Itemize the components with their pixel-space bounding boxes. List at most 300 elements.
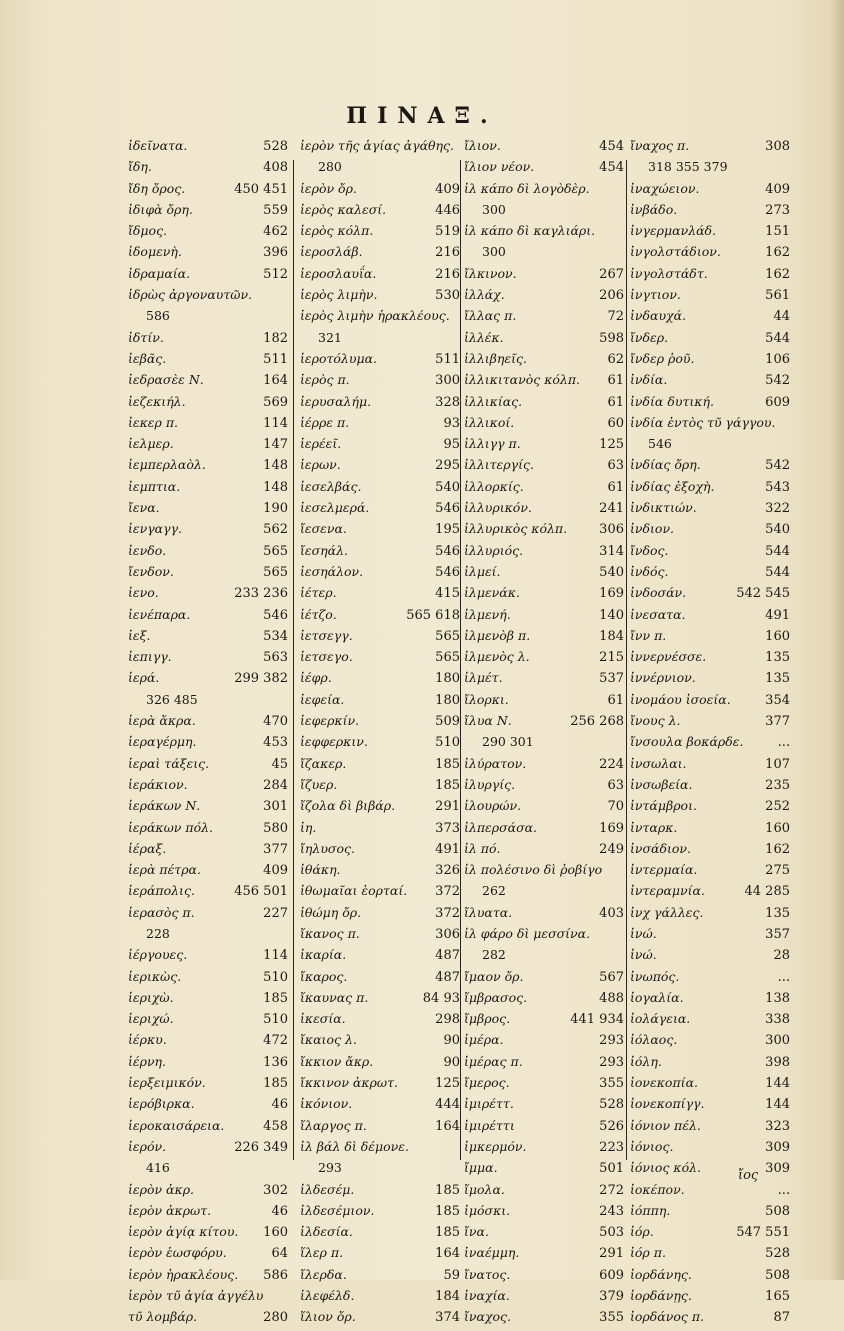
entry-page-number: 184 (599, 628, 624, 644)
entry-page-number: 185 (435, 777, 460, 793)
entry-term: ἱερὸς καλεσί. (300, 201, 387, 217)
entry-term: ἰεσελβάς. (300, 478, 362, 494)
entry-page-number: 454 (599, 139, 624, 154)
entry-page-number: 328 (435, 394, 460, 410)
entry-term: ἰλλιγγ π. (464, 436, 521, 452)
entry-term: ἰλμέτ. (464, 670, 503, 686)
index-entry (630, 756, 790, 777)
entry-term: ἰορδάνος π. (630, 1309, 705, 1325)
index-entry (300, 1245, 460, 1266)
entry-term: ἰλμεί. (464, 563, 501, 579)
entry-page-number: 45 (271, 756, 288, 772)
entry-term: ἴλυα Ν. (464, 713, 512, 729)
entry-term: ἰλυργίς. (464, 776, 516, 792)
entry-term: ἱερων. (300, 457, 341, 473)
entry-page-number: 598 (599, 330, 624, 346)
entry-page-number: 510 (263, 1012, 288, 1028)
entry-term: 416 (146, 1160, 170, 1176)
index-entry (464, 500, 624, 521)
entry-term: ἰελμερ. (128, 436, 174, 452)
index-entry (128, 607, 288, 628)
entry-page-number: 256 268 (570, 714, 624, 730)
entry-page-number: 453 (263, 735, 288, 751)
entry-page-number: 609 (599, 1267, 624, 1283)
entry-page-number: 60 (607, 415, 624, 431)
entry-term: ἰόνιος. (630, 1138, 674, 1154)
entry-term: ἰλ κάπο δὶ λογὸδὲρ. (464, 180, 590, 196)
index-entry (464, 947, 624, 968)
entry-page-number: 235 (765, 777, 790, 793)
index-entry (300, 479, 460, 500)
entry-term: ἰεσηάλον. (300, 563, 364, 579)
entry-term: ἰλ πολέσινο δὶ ῥοβίγο (464, 862, 603, 878)
index-entry (464, 692, 624, 713)
entry-page-number: 565 (435, 650, 460, 666)
entry-page-number: 508 (765, 1267, 790, 1283)
index-entry (128, 457, 288, 478)
index-column-4 (630, 138, 790, 1331)
entry-page-number: 510 (263, 969, 288, 985)
index-entry (300, 1011, 460, 1032)
entry-term: ἴλιον ὄρ. (300, 1309, 356, 1325)
entry-page-number: 185 (435, 1203, 460, 1219)
entry-term: ἰολάγεια. (630, 1011, 691, 1027)
entry-term: ἰεφεία. (300, 691, 345, 707)
index-entry (464, 1288, 624, 1309)
entry-page-number: 291 (599, 1246, 624, 1262)
entry-term: ἰλλυριός. (464, 542, 524, 558)
entry-page-number: 165 (765, 1289, 790, 1305)
index-entry (300, 351, 460, 372)
entry-term: ἰκεσία. (300, 1011, 346, 1027)
entry-term: ἱμέρα. (464, 1032, 504, 1048)
entry-page-number: 46 (271, 1203, 288, 1219)
index-entry (300, 1288, 460, 1309)
entry-page-number: 90 (443, 1054, 460, 1070)
entry-page-number: 61 (607, 692, 624, 708)
entry-term: ἰνγολστάδιον. (630, 244, 721, 260)
index-entry (128, 1309, 288, 1330)
entry-term: ἰντεραμνία. (630, 883, 705, 899)
index-entry (128, 244, 288, 265)
column-rule-1 (293, 160, 294, 1160)
index-entry (464, 181, 624, 202)
entry-term: ἰλλέκ. (464, 329, 504, 345)
index-entry (300, 649, 460, 670)
entry-term: ἱέργουες. (128, 947, 188, 963)
index-entry (128, 1160, 288, 1181)
index-entry (300, 1054, 460, 1075)
entry-term: ἰλλιτεργίς. (464, 457, 534, 473)
index-entry (630, 1075, 790, 1096)
index-entry (630, 1118, 790, 1139)
entry-term: ἴκανος π. (300, 925, 360, 941)
entry-term: ἴλκινον. (464, 265, 517, 281)
index-entry (630, 713, 790, 734)
entry-page-number: 59 (443, 1267, 460, 1283)
entry-term: ἱεροσλάβ. (300, 244, 363, 260)
entry-page-number: 528 (263, 139, 288, 154)
index-entry (300, 1182, 460, 1203)
entry-term: ἰνδός. (630, 563, 669, 579)
index-entry (464, 351, 624, 372)
index-entry (128, 756, 288, 777)
entry-page-number: 114 (263, 415, 288, 431)
entry-page-number: 125 (435, 1076, 460, 1092)
index-entry (464, 841, 624, 862)
entry-page-number: 95 (443, 437, 460, 453)
entry-term: ἰκαρία. (300, 947, 347, 963)
index-entry (128, 713, 288, 734)
entry-term: ἴζολα δὶ βιβάρ. (300, 798, 396, 814)
index-entry (464, 479, 624, 500)
entry-page-number: 233 236 (234, 586, 288, 602)
entry-page-number: 542 545 (736, 586, 790, 602)
index-entry (464, 138, 624, 159)
index-entry (630, 436, 790, 457)
entry-page-number: 185 (435, 1225, 460, 1241)
entry-term: ἱερὸν ἀγίᾳ κίτου. (128, 1224, 239, 1240)
entry-term: 293 (318, 1160, 342, 1176)
index-entry (300, 1160, 460, 1181)
index-entry (464, 905, 624, 926)
entry-term: ἰδραμαία. (128, 265, 191, 281)
entry-term: ἱερὸν ἑωσφόρυ. (128, 1245, 227, 1261)
index-entry (630, 351, 790, 372)
entry-page-number: 147 (263, 437, 288, 453)
index-entry (464, 990, 624, 1011)
entry-term: ἴνδερ ῥοῦ. (630, 350, 695, 366)
entry-term: ἱεροτόλυμα. (300, 350, 377, 366)
entry-term: ἰεφερκίν. (300, 713, 360, 729)
entry-term: ἰλ πό. (464, 840, 501, 856)
entry-term: ἱερὸς λιμὴν. (300, 287, 378, 303)
entry-term: τῦ λομβάρ. (128, 1309, 198, 1325)
entry-term: ἱεριχὼ. (128, 989, 174, 1005)
index-entry (464, 330, 624, 351)
entry-term: ἱερὸν ἡρακλέους. (128, 1266, 239, 1282)
entry-page-number: 565 (263, 564, 288, 580)
entry-term: ἴεσηάλ. (300, 542, 348, 558)
entry-term: ἴκαρος. (300, 968, 348, 984)
entry-term: ἰεπιγγ. (128, 649, 172, 665)
index-entry (300, 287, 460, 308)
index-entry (630, 777, 790, 798)
index-column-1 (128, 138, 288, 1331)
entry-term: 326 485 (146, 691, 198, 707)
index-entry (300, 415, 460, 436)
entry-page-number: 44 (773, 309, 790, 325)
entry-page-number: 491 (765, 607, 790, 623)
entry-term: ἱέραξ. (128, 840, 167, 856)
entry-page-number: 487 (435, 948, 460, 964)
index-entry (128, 1011, 288, 1032)
entry-page-number: 63 (607, 777, 624, 793)
entry-page-number: 372 (435, 905, 460, 921)
index-entry (630, 564, 790, 585)
entry-term: 546 (648, 436, 672, 452)
entry-page-number: 546 (435, 543, 460, 559)
index-entry (300, 1309, 460, 1330)
index-entry (128, 1245, 288, 1266)
entry-term: ἱερὰ πέτρα. (128, 862, 201, 878)
entry-page-number: 164 (263, 373, 288, 389)
index-entry (630, 1011, 790, 1032)
index-entry (128, 1288, 288, 1309)
entry-page-number: 510 (435, 735, 460, 751)
entry-page-number: 275 (765, 863, 790, 879)
index-entry (300, 1224, 460, 1245)
entry-page-number: 291 (435, 799, 460, 815)
index-entry (128, 436, 288, 457)
entry-page-number: 565 (263, 543, 288, 559)
entry-page-number: 84 93 (422, 990, 460, 1006)
index-entry (464, 777, 624, 798)
entry-page-number: 114 (263, 948, 288, 964)
entry-term: ἰεκερ π. (128, 414, 179, 430)
entry-term: ἰνδοσάν. (630, 585, 687, 601)
entry-term: ἱερὸν τῦ ἁγία ἀγγέλυ (128, 1288, 264, 1304)
index-entry (464, 1309, 624, 1330)
entry-page-number: 519 (435, 224, 460, 240)
entry-page-number: 46 (271, 1097, 288, 1113)
entry-term: ἴνους λ. (630, 713, 681, 729)
entry-term: ἰδτίν. (128, 329, 164, 345)
entry-page-number: 267 (599, 266, 624, 282)
index-entry (464, 713, 624, 734)
index-entry (464, 1032, 624, 1053)
index-entry (128, 820, 288, 841)
index-entry (464, 564, 624, 585)
entry-term: ἰεμπτια. (128, 478, 181, 494)
index-entry (128, 479, 288, 500)
entry-term: 290 301 (482, 734, 534, 750)
entry-page-number: 216 (435, 266, 460, 282)
index-entry (630, 457, 790, 478)
index-entry (630, 1245, 790, 1266)
entry-term: ἱερά. (128, 670, 160, 686)
index-entry (464, 521, 624, 542)
entry-page-number: 501 (599, 1161, 624, 1177)
entry-page-number: 546 (435, 564, 460, 580)
entry-term: ἴνσουλα βοκάρδε. (630, 734, 744, 750)
index-entry (128, 202, 288, 223)
index-entry (300, 841, 460, 862)
entry-page-number: 511 (435, 351, 460, 367)
index-entry (128, 969, 288, 990)
entry-term: ἰλλυρικόν. (464, 500, 532, 516)
entry-term: ἰμόσκι. (464, 1202, 511, 1218)
entry-page-number: 162 (765, 841, 790, 857)
index-entry (128, 1267, 288, 1288)
entry-term: ἴνδος. (630, 542, 669, 558)
index-entry (464, 1160, 624, 1181)
index-entry (464, 1224, 624, 1245)
index-entry (300, 777, 460, 798)
index-entry (128, 1075, 288, 1096)
index-entry (300, 862, 460, 883)
index-entry (300, 1139, 460, 1160)
index-entry (464, 223, 624, 244)
index-entry (630, 394, 790, 415)
index-entry (300, 1032, 460, 1053)
entry-page-number: 487 (435, 969, 460, 985)
entry-term: ἰεφφερκιν. (300, 734, 368, 750)
index-entry (300, 947, 460, 968)
entry-term: ἴκαιος λ. (300, 1032, 357, 1048)
entry-term: ἰλλάχ. (464, 287, 505, 303)
entry-page-number: 458 (263, 1118, 288, 1134)
entry-term: ἱεράκων πόλ. (128, 819, 213, 835)
entry-term: ἴενα. (128, 500, 160, 516)
index-entry (630, 692, 790, 713)
index-entry (630, 947, 790, 968)
index-entry (630, 1096, 790, 1117)
entry-page-number: 308 (765, 139, 790, 154)
entry-term: 300 (482, 201, 506, 217)
index-entry (128, 692, 288, 713)
entry-term: ἰεζεκιήλ. (128, 393, 186, 409)
entry-page-number: 162 (765, 245, 790, 261)
entry-term: ἰνδία δυτική. (630, 393, 714, 409)
index-entry (630, 670, 790, 691)
entry-term: ἰόρ. (630, 1224, 654, 1240)
index-entry (630, 1288, 790, 1309)
index-entry (464, 1139, 624, 1160)
entry-term: ἰλπερσάσα. (464, 819, 538, 835)
entry-term: 318 355 379 (648, 159, 728, 175)
entry-page-number: 323 (765, 1118, 790, 1134)
entry-page-number: 64 (271, 1246, 288, 1262)
index-entry (630, 798, 790, 819)
index-entry (630, 244, 790, 265)
index-entry (300, 713, 460, 734)
entry-page-number: 301 (263, 799, 288, 815)
entry-term: ἰλμενή. (464, 606, 511, 622)
entry-term: ἰνδαυχά. (630, 308, 687, 324)
index-entry (630, 372, 790, 393)
entry-term: ἰνδία. (630, 372, 668, 388)
index-entry (464, 926, 624, 947)
entry-page-number: 293 (599, 1054, 624, 1070)
entry-page-number: 530 (435, 288, 460, 304)
entry-page-number: 28 (773, 948, 790, 964)
entry-term: ἰόππη. (630, 1202, 671, 1218)
entry-term: ἱέρνη. (128, 1053, 167, 1069)
entry-term: ἰλύρατον. (464, 755, 527, 771)
index-entry (128, 138, 288, 159)
entry-page-number: 512 (263, 266, 288, 282)
entry-page-number: 224 (599, 756, 624, 772)
index-entry (128, 223, 288, 244)
entry-term: ἱερὸν τῆς ἁγίας ἀγάθης. (300, 138, 455, 153)
entry-term: ἱερὸς κόλπ. (300, 223, 374, 239)
entry-term: ἰνωπός. (630, 968, 680, 984)
entry-page-number: 106 (765, 351, 790, 367)
entry-term: ἰενο. (128, 585, 159, 601)
entry-term: ἰνδιον. (630, 521, 675, 537)
entry-term: ἰενδο. (128, 542, 167, 558)
entry-page-number: 567 (599, 969, 624, 985)
entry-term: ἱερὸν ἀκρ. (128, 1181, 195, 1197)
entry-term: ἰλδεσία. (300, 1224, 353, 1240)
index-entry (630, 330, 790, 351)
entry-page-number: 544 (765, 330, 790, 346)
entry-page-number: 169 (599, 820, 624, 836)
entry-page-number: 488 (599, 990, 624, 1006)
entry-page-number: 249 (599, 841, 624, 857)
entry-page-number: 354 (765, 692, 790, 708)
entry-page-number: 528 (765, 1246, 790, 1262)
entry-term: ἰνδικτιών. (630, 500, 697, 516)
entry-term: ἰδιφὰ ὄρη. (128, 201, 193, 217)
index-entry (630, 1203, 790, 1224)
index-entry (464, 734, 624, 755)
index-entry (128, 862, 288, 883)
entry-term: ἰνομάου ἰσοεία. (630, 691, 731, 707)
entry-page-number: 441 934 (570, 1012, 624, 1028)
entry-page-number: ... (777, 1182, 790, 1198)
entry-term: ἰλλικίας. (464, 393, 523, 409)
entry-page-number: 195 (435, 522, 460, 538)
entry-page-number: 226 349 (234, 1139, 288, 1155)
entry-page-number: 355 (599, 1076, 624, 1092)
entry-term: ἰετσεγγ. (300, 627, 353, 643)
index-entry (464, 372, 624, 393)
index-entry (630, 990, 790, 1011)
entry-page-number: 580 (263, 820, 288, 836)
index-entry (464, 1203, 624, 1224)
index-entry (300, 607, 460, 628)
entry-term: ἰλδεσέμιον. (300, 1202, 375, 1218)
entry-page-number: 216 (435, 245, 460, 261)
entry-page-number: 446 (435, 202, 460, 218)
index-entry (464, 308, 624, 329)
index-entry (128, 1203, 288, 1224)
index-entry (464, 1267, 624, 1288)
index-entry (630, 820, 790, 841)
index-entry (630, 841, 790, 862)
entry-page-number: 543 (765, 479, 790, 495)
entry-term: ἴμολα. (464, 1181, 505, 1197)
entry-term: ἰόνιος κόλ. (630, 1160, 702, 1176)
entry-term: ἰη. (300, 819, 317, 835)
entry-page-number: 44 285 (744, 884, 790, 900)
entry-page-number: 569 (263, 394, 288, 410)
entry-term: ἰνσάδιον. (630, 840, 691, 856)
index-entry (128, 159, 288, 180)
entry-page-number: 140 (599, 607, 624, 623)
entry-term: ἰέφρ. (300, 670, 332, 686)
entry-page-number: 509 (435, 714, 460, 730)
entry-page-number: 444 (435, 1097, 460, 1113)
index-entry (464, 607, 624, 628)
index-entry (464, 394, 624, 415)
entry-term: ἱεροκαισάρεια. (128, 1117, 225, 1133)
index-entry (128, 947, 288, 968)
index-entry (464, 1054, 624, 1075)
entry-term: 586 (146, 308, 170, 324)
index-entry (128, 1118, 288, 1139)
index-entry (128, 628, 288, 649)
entry-term: ἰλουρών. (464, 798, 522, 814)
index-entry (630, 1054, 790, 1075)
index-entry (128, 181, 288, 202)
entry-page-number: 160 (765, 820, 790, 836)
entry-term: ἴμμα. (464, 1160, 498, 1176)
entry-page-number: 63 (607, 458, 624, 474)
entry-page-number: 540 (765, 522, 790, 538)
